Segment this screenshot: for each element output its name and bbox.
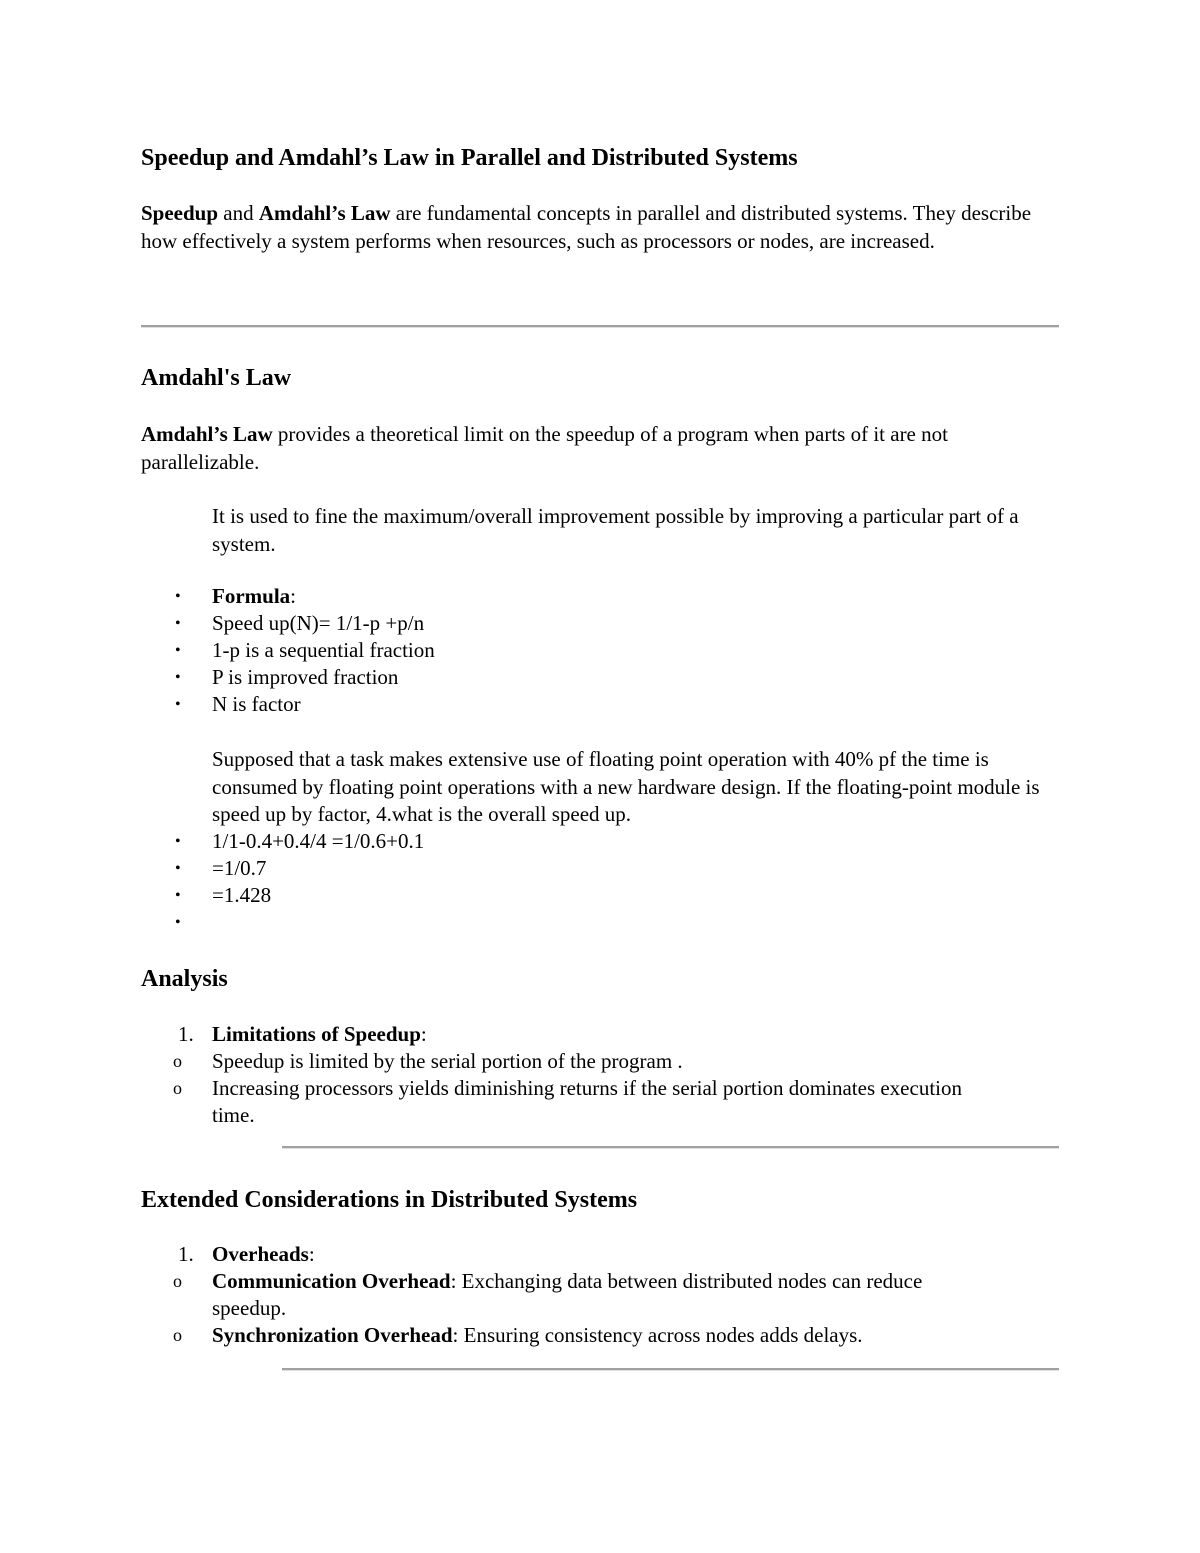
circle-bullet-icon: o <box>173 1051 182 1071</box>
analysis-list <box>141 1021 1061 1129</box>
circle-bullet-icon: o <box>173 1078 182 1098</box>
term-speedup: Speedup <box>141 201 219 225</box>
list-item <box>141 909 1061 936</box>
bullet-icon: • <box>175 833 181 850</box>
list-number: 1. <box>178 1022 194 1046</box>
intro-paragraph: Speedup and Amdahl’s Law are fundamental concepts in parallel and distributed systems. They describe how effectively a system performs when resources, such as processors or nodes, are increased. <box>141 201 1032 253</box>
extended-list <box>141 1241 1061 1349</box>
list-item: 1. Overheads: o Communication Overhead: Exchanging data between distributed nodes can reduce speedup. o Synchronization Overhead: Ensuring consistency across nodes adds delays. <box>141 1241 1061 1349</box>
horizontal-rule <box>282 1368 1059 1371</box>
bullet-icon: • <box>175 669 181 686</box>
list-item: • P is improved fraction <box>175 665 399 689</box>
bullet-icon: • <box>175 615 181 632</box>
list-item: • 1/1-0.4+0.4/4 =1/0.6+0.1 <box>175 829 425 853</box>
document-title: Speedup and Amdahl’s Law in Parallel and Distributed Systems <box>141 145 798 171</box>
list-item: o Speedup is limited by the serial portion of the program . <box>173 1049 683 1073</box>
bullet-icon: • <box>175 588 181 605</box>
bullet-icon: • <box>175 887 181 904</box>
bullet-icon: • <box>175 696 181 713</box>
formula-list <box>141 583 1061 718</box>
horizontal-rule <box>141 325 1059 328</box>
term-amdahls-law: Amdahl’s Law <box>141 422 273 446</box>
amdahl-purpose-paragraph: It is used to fine the maximum/overall improvement possible by improving a particular part of a system. <box>212 504 1019 556</box>
list-item: 1. Limitations of Speedup: o Speedup is limited by the serial portion of the program . o Increasing processors yields diminishing returns if the serial portion dominates execution time. <box>141 1021 1061 1129</box>
analysis-sub-list <box>173 1048 992 1129</box>
list-item: • Formula: <box>175 584 296 608</box>
bullet-icon: • <box>175 914 181 931</box>
list-item: • =1.428 <box>175 883 272 907</box>
bullet-icon: • <box>175 860 181 877</box>
section-heading-extended-considerations: Extended Considerations in Distributed Systems <box>141 1187 638 1213</box>
list-item: • Speed up(N)= 1/1-p +p/n <box>175 611 425 635</box>
overheads-sub-list <box>173 1268 972 1349</box>
section-heading-amdahls-law: Amdahl's Law <box>141 365 292 391</box>
list-item: o Increasing processors yields diminishing returns if the serial portion dominates execution time. <box>173 1076 962 1127</box>
example-paragraph: Supposed that a task makes extensive use of floating point operation with 40% pf the time is consumed by floating point operations with a new hardware design. If the floating-point module is speed up by factor, 4.what is the overall speed up. <box>212 747 1040 826</box>
list-item: o Synchronization Overhead: Ensuring consistency across nodes adds delays. <box>173 1323 863 1347</box>
bullet-icon: • <box>175 642 181 659</box>
term-amdahls-law: Amdahl’s Law <box>258 201 391 225</box>
list-item: • 1-p is a sequential fraction <box>175 638 435 662</box>
horizontal-rule <box>282 1146 1059 1149</box>
list-item: • =1/0.7 <box>175 856 267 880</box>
section-heading-analysis: Analysis <box>141 966 228 992</box>
list-item: • N is factor <box>175 692 301 716</box>
list-item: o Communication Overhead: Exchanging data between distributed nodes can reduce speedup. <box>173 1269 923 1320</box>
calculation-list <box>141 828 1061 936</box>
list-number: 1. <box>178 1242 194 1266</box>
amdahl-definition-paragraph: Amdahl’s Law provides a theoretical limit on the speedup of a program when parts of it are not parallelizable. <box>141 422 948 474</box>
circle-bullet-icon: o <box>173 1325 182 1345</box>
circle-bullet-icon: o <box>173 1271 182 1291</box>
